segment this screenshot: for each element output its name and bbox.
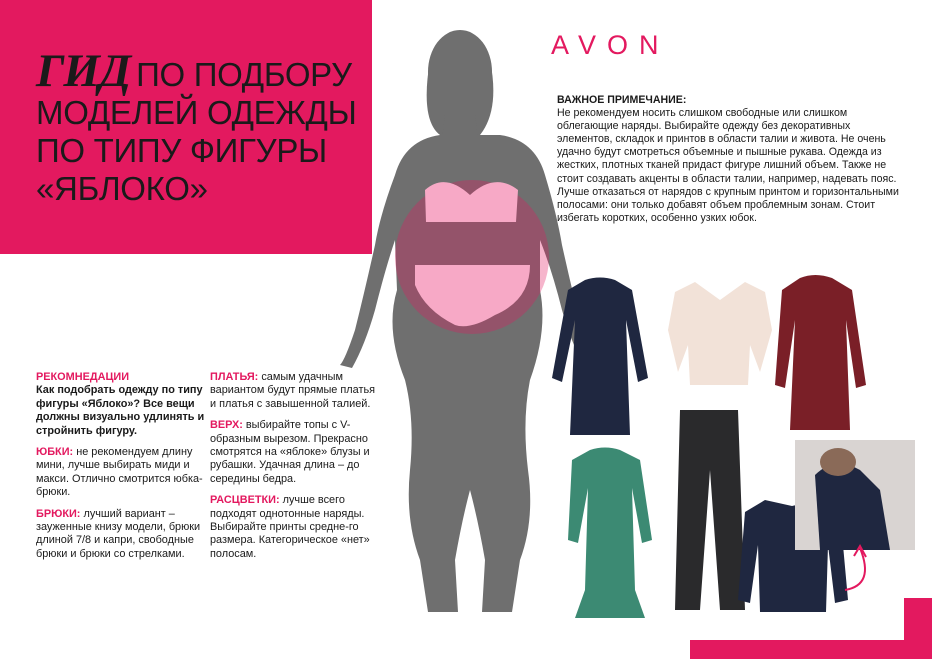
- skirts-text: не рекомендуем длину мини, лучше выбирать миди и макси. Отлично смотрится юбка-брюки.: [36, 446, 203, 499]
- navy-dress-image: [552, 278, 648, 436]
- note-text: Не рекомендуем носить слишком свободные или слишком облегающие наряды. Выбирайте одежду без декоративных элементов, складок и принтов в области талии и живота. Не очень удачно будут смотреться объемные и пышные рукава. Одежда из жестких, плотных тканей придаст фигуре лишний объем. Также не стоит создавать акценты в области талии, например, надевать пояс. Лучше отказаться от нарядов с крупным принтом и горизонтальными полосами: они только добавят объем проблемным зонам. Стоит избегать коротких, особенно узких юбок.: [557, 107, 899, 224]
- black-trousers-image: [675, 410, 745, 610]
- dresses-paragraph: [210, 371, 382, 411]
- burgundy-dress-image: [775, 275, 866, 430]
- recommendations-title: РЕКОМНЕДАЦИИ: [36, 371, 130, 383]
- trousers-label: БРЮКИ:: [36, 507, 81, 520]
- colors-text: лучше всего подходят однотонные наряды. Выбирайте принты средне-го размера. Категорическое «нет» полосам.: [210, 494, 370, 560]
- top-paragraph: [210, 419, 382, 486]
- top-label: ВЕРХ:: [210, 419, 243, 432]
- recommendations-intro: Как подобрать одежду по типу фигуры «Яблоко»? Все вещи должны визуально удлинять и стройнить фигуру.: [36, 384, 205, 437]
- trousers-paragraph: [36, 508, 208, 562]
- skirts-label: ЮБКИ:: [36, 446, 74, 459]
- important-note: [557, 94, 907, 225]
- page-title: [36, 45, 372, 208]
- title-line3: ПО ТИПУ ФИГУРЫ: [36, 132, 327, 169]
- top-text: выбирайте топы с V-образным вырезом. Прекрасно смотрятся на «яблоке» блузы и рубашки. Удачная длина – до середины бедра.: [210, 419, 370, 485]
- recommendations-column-1: [36, 371, 208, 569]
- title-line4: «ЯБЛОКО»: [36, 170, 208, 207]
- cream-sweater-image: [668, 282, 772, 385]
- note-heading: ВАЖНОЕ ПРИМЕЧАНИЕ:: [557, 94, 687, 106]
- dresses-label: ПЛАТЬЯ:: [210, 371, 259, 383]
- teal-dress-image: [568, 448, 652, 619]
- trousers-text: лучший вариант – зауженные книзу модели, брюки длиной 7/8 и капри, свободные брюки и брюки со стрелками.: [36, 507, 201, 560]
- colors-paragraph: [210, 494, 382, 561]
- title-line2: МОДЕЛЕЙ ОДЕЖДЫ: [36, 94, 357, 131]
- dresses-text: самым удачным вариантом будут прямые платья и платья с завышенной талией.: [210, 371, 376, 410]
- title-line1: ПО ПОДБОРУ: [136, 56, 352, 93]
- colors-label: РАСЦВЕТКИ:: [210, 494, 280, 507]
- recommendations-column-2: [210, 371, 382, 569]
- skirts-paragraph: [36, 446, 208, 500]
- model-back-photo: [795, 440, 915, 550]
- brand-logo: AVON: [551, 30, 670, 60]
- pink-corner-bar: [690, 640, 932, 659]
- title-guide: ГИД: [36, 45, 131, 97]
